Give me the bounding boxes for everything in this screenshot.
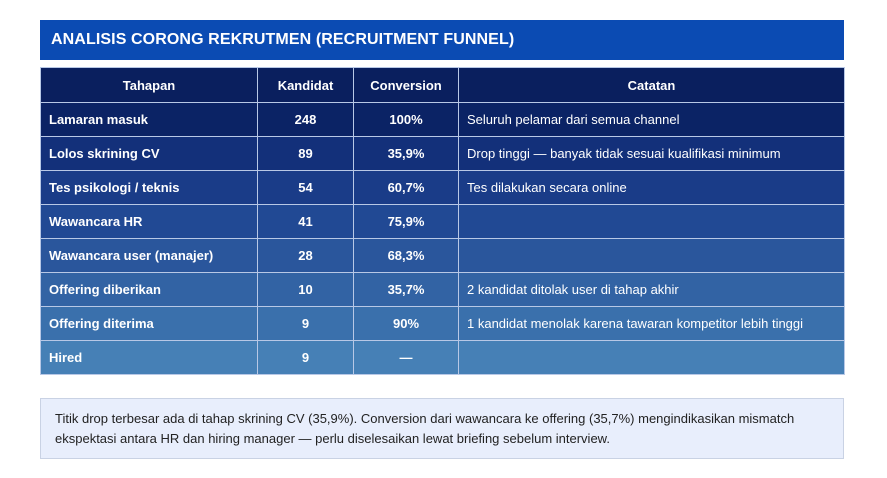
candidates-cell: 248 [258, 103, 354, 137]
table-row [41, 239, 845, 273]
candidates-cell: 9 [258, 307, 354, 341]
table-header-row [41, 68, 845, 103]
note-cell: 1 kandidat menolak karena tawaran kompetitor lebih tinggi [459, 307, 845, 341]
candidates-cell: 28 [258, 239, 354, 273]
conversion-cell: 75,9% [354, 205, 459, 239]
note-cell [459, 341, 845, 375]
stage-cell: Hired [41, 341, 258, 375]
conversion-cell: 60,7% [354, 171, 459, 205]
funnel-table [40, 67, 845, 375]
stage-cell: Tes psikologi / teknis [41, 171, 258, 205]
header-conversion: Conversion [354, 68, 459, 103]
note-cell: Drop tinggi — banyak tidak sesuai kualifikasi minimum [459, 137, 845, 171]
table-row [41, 341, 845, 375]
note-cell: Tes dilakukan secara online [459, 171, 845, 205]
conversion-cell: — [354, 341, 459, 375]
note-cell: 2 kandidat ditolak user di tahap akhir [459, 273, 845, 307]
conversion-cell: 35,9% [354, 137, 459, 171]
candidates-cell: 54 [258, 171, 354, 205]
conversion-cell: 90% [354, 307, 459, 341]
header-catatan: Catatan [459, 68, 845, 103]
stage-cell: Lamaran masuk [41, 103, 258, 137]
note-cell [459, 205, 845, 239]
table-row [41, 103, 845, 137]
conversion-cell: 68,3% [354, 239, 459, 273]
note-cell [459, 239, 845, 273]
candidates-cell: 89 [258, 137, 354, 171]
table-row [41, 307, 845, 341]
summary-note [40, 398, 844, 459]
table-row [41, 205, 845, 239]
stage-cell: Offering diterima [41, 307, 258, 341]
header-kandidat: Kandidat [258, 68, 354, 103]
conversion-cell: 100% [354, 103, 459, 137]
table-row [41, 171, 845, 205]
stage-cell: Wawancara user (manajer) [41, 239, 258, 273]
table-row [41, 137, 845, 171]
page-title-text: ANALISIS CORONG REKRUTMEN (RECRUITMENT FUNNEL) [51, 31, 515, 48]
stage-cell: Wawancara HR [41, 205, 258, 239]
candidates-cell: 9 [258, 341, 354, 375]
stage-cell: Lolos skrining CV [41, 137, 258, 171]
stage-cell: Offering diberikan [41, 273, 258, 307]
header-tahapan: Tahapan [41, 68, 258, 103]
candidates-cell: 41 [258, 205, 354, 239]
table-row [41, 273, 845, 307]
note-cell: Seluruh pelamar dari semua channel [459, 103, 845, 137]
page-title [40, 20, 844, 60]
summary-text: Titik drop terbesar ada di tahap skrining CV (35,9%). Conversion dari wawancara ke offering (35,7%) mengindikasikan mismatch ekspektasi antara HR dan hiring manager — perlu diselesaikan lewat briefing sebelum interview. [55, 411, 795, 446]
conversion-cell: 35,7% [354, 273, 459, 307]
candidates-cell: 10 [258, 273, 354, 307]
